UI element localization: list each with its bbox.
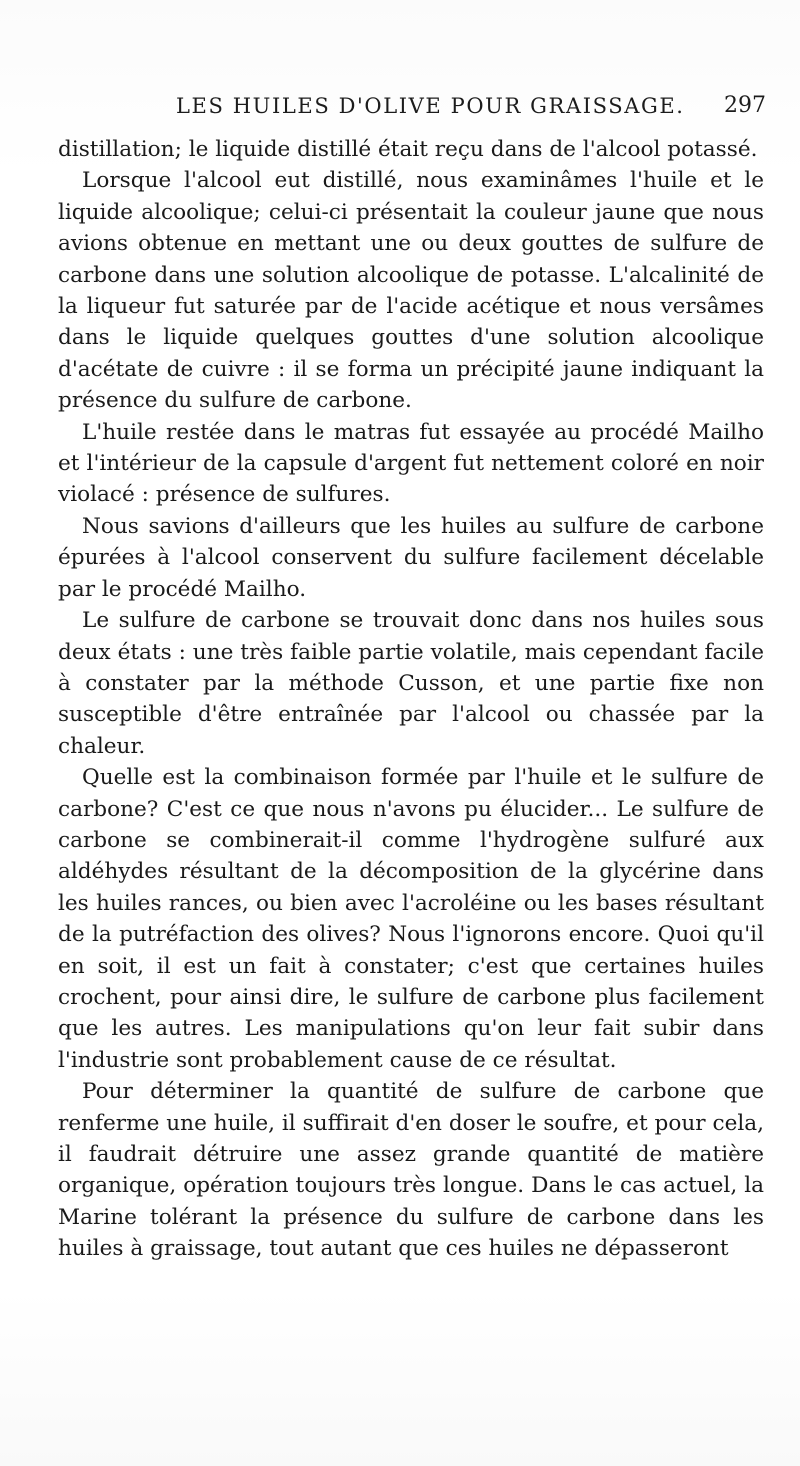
paragraph-mailho-test: L'huile restée dans le matras fut essayée au procédé Mailho et l'intérieur de la capsule d'argent fut nettement coloré en noir violacé : présence de sulfures.	[58, 419, 764, 508]
paragraph-two-states: Le sulfure de carbone se trouvait donc dans nos huiles sous deux états : une très faible partie volatile, mais cependant facile à constater par la méthode Cusson, et une partie fixe non susceptible d'être entraînée par l'alcool ou chassée par la chaleur.	[58, 608, 764, 759]
paragraph-purified-oils: Nous savions d'ailleurs que les huiles au sulfure de carbone épurées à l'alcool conservent du sulfure facilement décelable par le procédé Mailho.	[58, 513, 764, 602]
paragraph-quantity-determination: Pour déterminer la quantité de sulfure de carbone que renferme une huile, il suffirait d'en doser le soufre, et pour cela, il faudrait détruire une assez grande quantité de matière organique, opération toujours très longue. Dans le cas actuel, la Marine tolérant la présence du sulfure de carbone dans les huiles à graissage, tout autant que ces huiles ne dépasseront	[58, 1079, 764, 1262]
paragraph-alcohol-distillation: Lorsque l'alcool eut distillé, nous examinâmes l'huile et le liquide alcoolique; celui-ci présentait la couleur jaune que nous avions obtenue en mettant une ou deux gouttes de sulfure de carbone dans une solution alcoolique de potasse. L'alcalinité de la liqueur fut saturée par de l'acide acétique et nous versâmes dans le liquide quelques gouttes d'une solution alcoolique d'acétate de cuivre : il se forma un précipité jaune indiquant la présence du sulfure de carbone.	[58, 168, 764, 414]
page-header	[60, 86, 766, 126]
running-title: LES HUILES D'OLIVE POUR GRAISSAGE.	[176, 94, 685, 118]
paragraph-combination-question: Quelle est la combinaison formée par l'huile et le sulfure de carbone? C'est ce que nous n'avons pu élucider... Le sulfure de carbone se combinerait-il comme l'hydrogène sulfuré aux aldéhydes résultant de la décomposition de la glycérine dans les huiles rances, ou bien avec l'acroléine ou les bases résultant de la putréfaction des olives? Nous l'ignorons encore. Quoi qu'il en soit, il est un fait à constater; c'est que certaines huiles crochent, pour ainsi dire, le sulfure de carbone plus facilement que les autres. Les manipulations qu'on leur fait subir dans l'industrie sont probablement cause de ce résultat.	[58, 765, 764, 1073]
paragraph-continuation: distillation; le liquide distillé était reçu dans de l'alcool potassé.	[58, 137, 758, 162]
body-text	[58, 134, 764, 1265]
page-number: 297	[724, 93, 766, 118]
